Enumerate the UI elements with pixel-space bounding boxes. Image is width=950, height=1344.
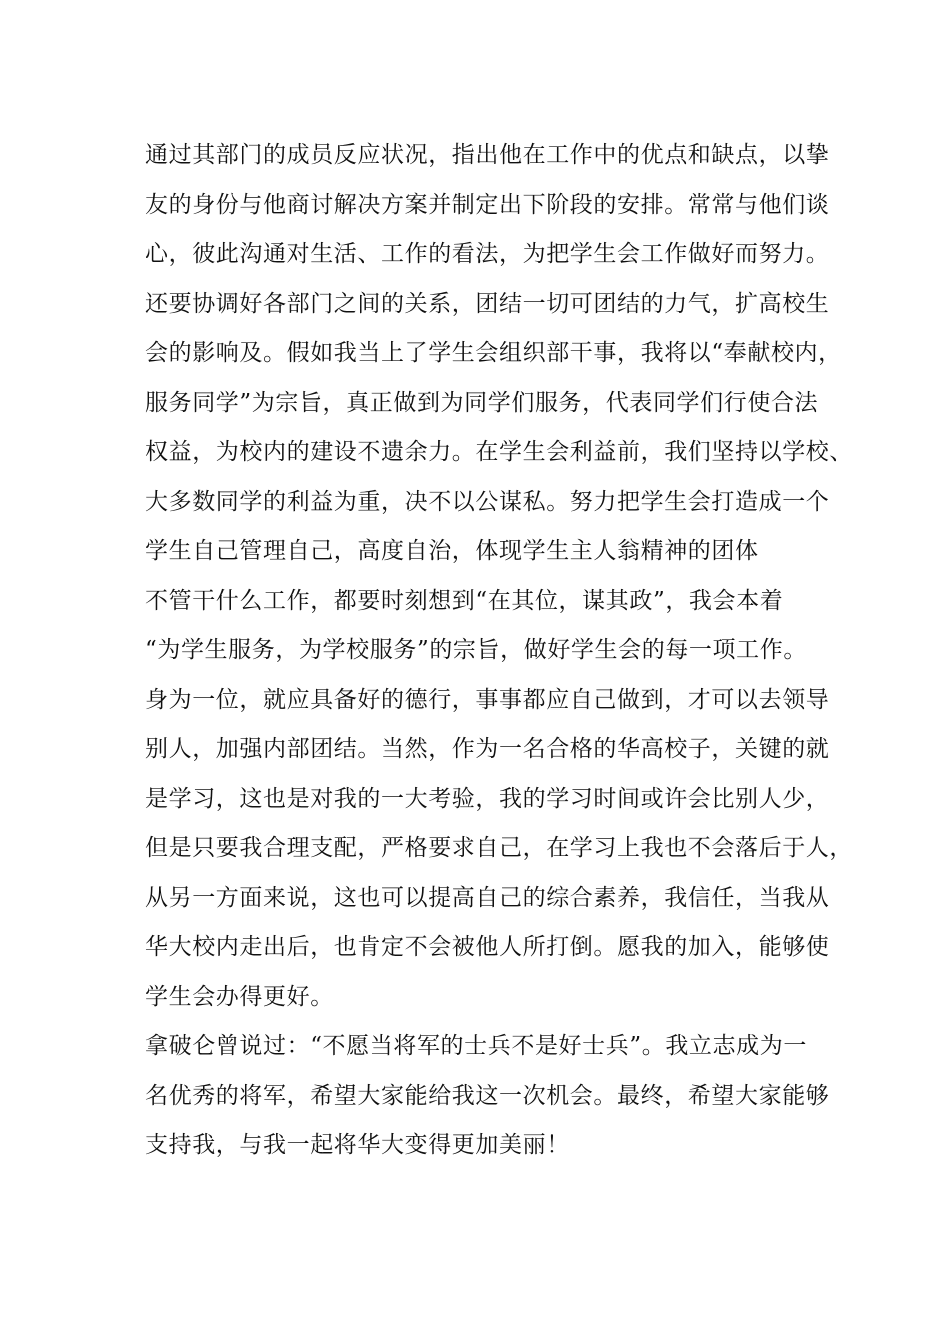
text-line: 身为一位，就应具备好的德行，事事都应自己做到，才可以去领导: [145, 686, 830, 713]
text-line: 还要协调好各部门之间的关系，团结一切可团结的力气，扩高校生: [145, 290, 830, 317]
text-line: 从另一方面来说，这也可以提高自己的综合素养，我信任，当我从: [145, 884, 830, 911]
body-text: [145, 131, 853, 1171]
text-line: 会的影响及。假如我当上了学生会组织部干事，我将以“奉献校内，: [145, 340, 842, 366]
text-line: 但是只要我合理支配，严格要求自己，在学习上我也不会落后于人，: [145, 835, 853, 861]
text-line: 不管干什么工作，都要时刻想到“在其位，谋其政”，我会本着: [145, 587, 784, 614]
text-line: 权益，为校内的建设不遗余力。在学生会利益前，我们坚持以学校、: [145, 439, 853, 465]
text-line: 别人，加强内部团结。当然，作为一名合格的华高校子，关键的就: [145, 736, 830, 762]
text-line: 心，彼此沟通对生活、工作的看法，为把学生会工作做好而努力。: [145, 241, 830, 267]
text-line: 拿破仑曾说过：“不愿当将军的士兵不是好士兵”。我立志成为一: [145, 1033, 807, 1059]
text-line: 大多数同学的利益为重，决不以公谋私。努力把学生会打造成一个: [145, 488, 830, 515]
text-line: 通过其部门的成员反应状况，指出他在工作中的优点和缺点，以挚: [145, 142, 830, 168]
text-line: “为学生服务，为学校服务”的宗旨，做好学生会的每一项工作。: [145, 637, 807, 663]
text-line: 华大校内走出后，也肯定不会被他人所打倒。愿我的加入，能够使: [145, 934, 830, 960]
text-line: 学生会办得更好。: [145, 983, 334, 1010]
text-line: 名优秀的将军，希望大家能给我这一次机会。最终，希望大家能够: [145, 1082, 830, 1109]
text-line: 友的身份与他商讨解决方案并制定出下阶段的安排。常常与他们谈: [145, 191, 830, 218]
text-line: 是学习，这也是对我的一大考验，我的学习时间或许会比别人少，: [145, 785, 830, 812]
text-line: 支持我，与我一起将华大变得更加美丽！: [145, 1132, 570, 1158]
text-line: 学生自己管理自己，高度自治，体现学生主人翁精神的团体: [145, 538, 759, 564]
text-line: 服务同学”为宗旨，真正做到为同学们服务，代表同学们行使合法: [145, 389, 819, 416]
